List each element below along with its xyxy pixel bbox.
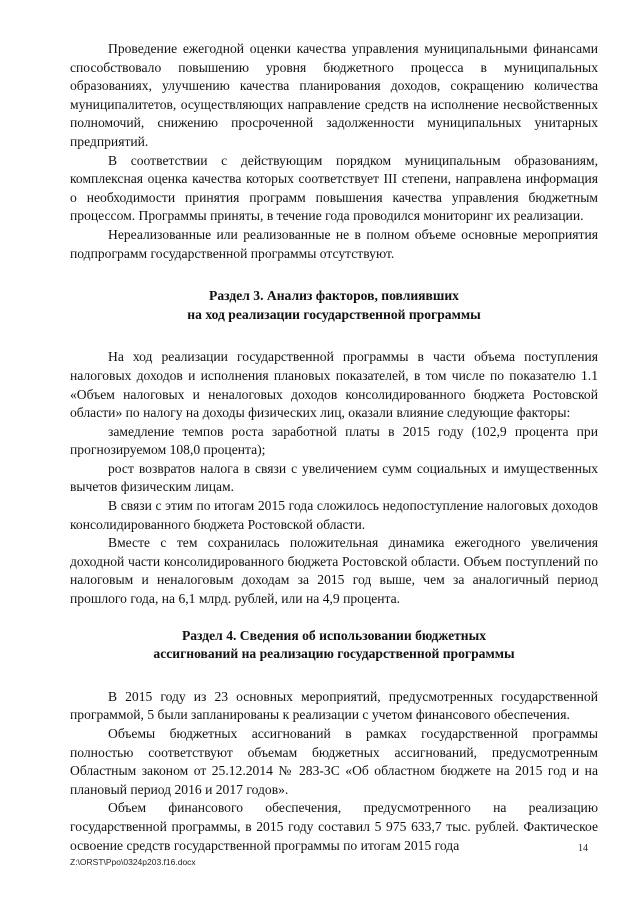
section-4-paragraph-2: Объемы бюджетных ассигнований в рамках государственной программы полностью соответствуют объемам бюджетных ассигнований, предусмотренным Областным законом от 25.12.2014 № 283-ЗС «Об областном бюджете на 2015 год и на плановый период 2016 и 2017 годов». <box>70 726 598 797</box>
intro-paragraph-2: В соответствии с действующим порядком муниципальным образованиям, комплексная оценка качества которых соответствует III степени, направлена информация о необходимости принятия программ повышения качества управления бюджетным процессом. Программы приняты, в течение года проводился мониторинг их реализации. <box>70 152 598 224</box>
footer-file-path: Z:\ORST\Ppo\0324p203.f16.docx <box>70 857 196 867</box>
section-3-paragraph-4: В связи с этим по итогам 2015 года сложилось недопоступление налоговых доходов консолидированного бюджета Ростовской области. <box>70 498 598 532</box>
section-3-heading <box>70 287 598 324</box>
section-3-title-line-2: на ход реализации государственной программы <box>187 306 481 322</box>
section-3-title-line-1: Раздел 3. Анализ факторов, повлиявших <box>209 288 459 304</box>
section-3-paragraph-5: Вместе с тем сохранилась положительная динамика ежегодного увеличения доходной части консолидированного бюджета Ростовской области. Объем поступлений по налоговым и неналоговым доходам за 2015 год выше, чем за аналогичный период прошлого года, на 6,1 млрд. рублей, или на 4,9 процента. <box>70 535 598 607</box>
section-3-paragraph-1: На ход реализации государственной программы в части объема поступления налоговых доходов и исполнения плановых показателей, в том числе по показателю 1.1 «Объем налоговых и неналоговых доходов консолидированного бюджета Ростовской области» по налогу на доходы физических лиц, оказали влияние следующие факторы: <box>70 349 598 421</box>
intro-paragraph-1: Проведение ежегодной оценки качества управления муниципальными финансами способствовало повышению уровня бюджетного процесса в муниципальных образованиях, улучшению качества планирования доходов, сокращению количества муниципалитетов, осуществляющих направление средств на исполнение несвойственных полномочий, снижению просроченной задолженности муниципальных унитарных предприятий. <box>70 41 598 149</box>
section-4-paragraph-3: Объем финансового обеспечения, предусмотренного на реализацию государственной программы, в 2015 году составил 5 975 633,7 тыс. рублей. Фактическое освоение средств государственной программы по итогам 2015 года <box>70 800 598 853</box>
section-4-title-line-2: ассигнований на реализацию государственной программы <box>153 646 515 662</box>
section-4-heading <box>70 627 598 664</box>
document-page <box>70 40 598 855</box>
section-3-paragraph-3: рост возвратов налога в связи с увеличением сумм социальных и имущественных вычетов физическим лицам. <box>70 460 598 495</box>
section-4-title-line-1: Раздел 4. Сведения об использовании бюджетных <box>181 627 487 643</box>
section-4-paragraph-1: В 2015 году из 23 основных мероприятий, предусмотренных государственной программой, 5 были запланированы к реализации с учетом финансового обеспечения. <box>70 688 598 723</box>
intro-paragraph-3: Нереализованные или реализованные не в полном объеме основные мероприятия подпрограмм государственной программы отсутствуют. <box>70 226 598 261</box>
page-number: 14 <box>578 843 588 854</box>
section-3-paragraph-2: замедление темпов роста заработной платы в 2015 году (102,9 процента при прогнозируемом 108,0 процента); <box>70 423 598 458</box>
